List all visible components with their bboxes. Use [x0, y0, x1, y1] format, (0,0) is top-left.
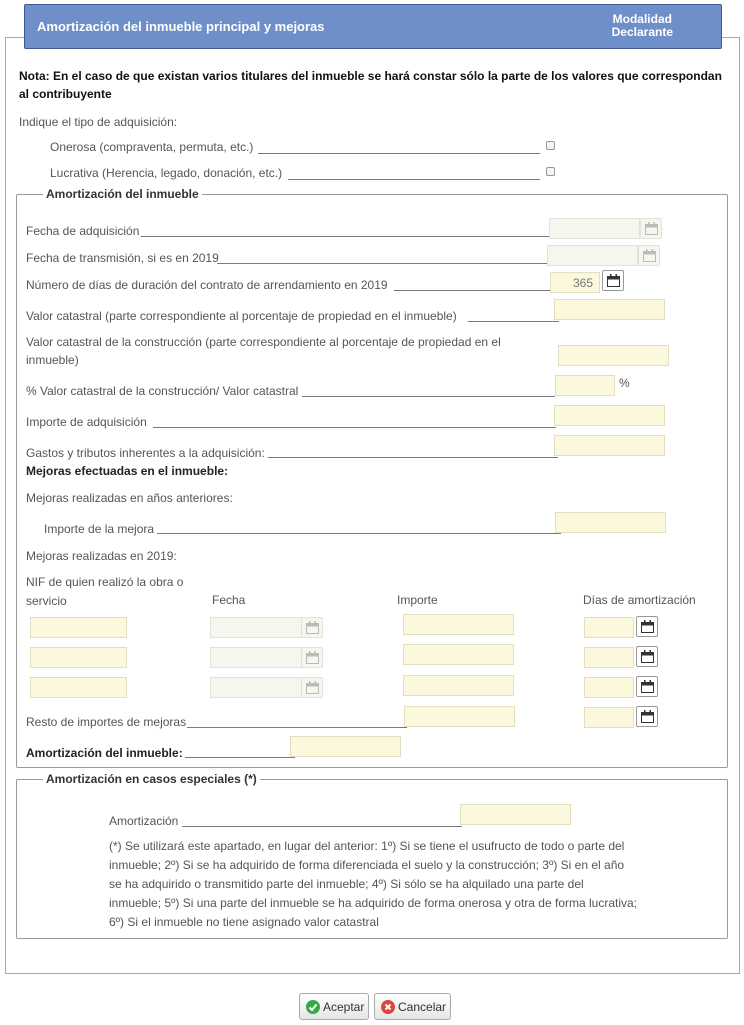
calendar-icon: [641, 710, 654, 723]
leader-line: [187, 727, 407, 728]
leader-line: [157, 533, 561, 534]
amortizacion-total-label: Amortización del inmueble:: [26, 746, 183, 760]
importe-input-3[interactable]: [403, 675, 514, 696]
fecha-transmision-calendar-button[interactable]: [638, 245, 660, 266]
pct-valor-label: % Valor catastral de la construcción/ Valor catastral: [26, 384, 299, 398]
dias-calendar-button-3[interactable]: [636, 676, 658, 697]
gastos-input[interactable]: [554, 435, 665, 456]
amortizacion-total-input[interactable]: [290, 736, 401, 757]
calendar-icon: [306, 681, 319, 694]
leader-line: [153, 427, 556, 428]
mejoras-title: Mejoras efectuadas en el inmueble:: [26, 464, 229, 478]
leader-line: [288, 179, 540, 180]
fecha-transmision-input[interactable]: [547, 245, 638, 266]
lucrativa-label: Lucrativa (Herencia, legado, donación, etc.): [50, 166, 283, 180]
aceptar-button[interactable]: [299, 993, 369, 1020]
calendar-icon: [643, 249, 656, 262]
fecha-adquisicion-input[interactable]: [549, 218, 640, 239]
dialog-header: [24, 4, 722, 49]
cancelar-label: Cancelar: [398, 1000, 447, 1014]
importe-adquisicion-label: Importe de adquisición: [26, 415, 147, 429]
leader-line: [394, 290, 550, 291]
leader-line: [258, 153, 540, 154]
mejoras-anteriores-label: Mejoras realizadas en años anteriores:: [26, 491, 233, 505]
mejoras-2019-label: Mejoras realizadas en 2019:: [26, 549, 177, 563]
nif-input-3[interactable]: [30, 677, 127, 698]
importe-input-2[interactable]: [403, 644, 514, 665]
nif-input-1[interactable]: [30, 617, 127, 638]
close-icon: [381, 1000, 395, 1014]
resto-mejoras-input[interactable]: [404, 706, 515, 727]
onerosa-checkbox[interactable]: [546, 141, 555, 150]
dias-calendar-button-1[interactable]: [636, 616, 658, 637]
check-icon: [306, 1000, 320, 1014]
note-text: Nota: En el caso de que existan varios titulares del inmueble se hará constar sólo la parte de los valores que correspondan al contribuyente: [19, 69, 722, 101]
valor-catastral-label: Valor catastral (parte correspondiente al porcentaje de propiedad en el inmueble): [26, 309, 457, 323]
calendar-icon: [641, 680, 654, 693]
fecha-calendar-button-2[interactable]: [301, 647, 323, 668]
fecha-transmision-label: Fecha de transmisión, si es en 2019: [26, 251, 219, 265]
resto-dias-input[interactable]: [584, 707, 634, 728]
num-dias-label: Número de días de duración del contrato de arrendamiento en 2019: [26, 278, 388, 292]
leader-line: [141, 236, 561, 237]
fecha-input-3[interactable]: [210, 677, 302, 698]
dias-input-1[interactable]: [584, 617, 634, 638]
nif-input-2[interactable]: [30, 647, 127, 668]
resto-mejoras-label: Resto de importes de mejoras: [26, 715, 187, 729]
percent-symbol: %: [619, 376, 630, 390]
amortizacion-especial-input[interactable]: [460, 804, 571, 825]
fecha-input-1[interactable]: [210, 617, 302, 638]
amortizacion-legend: Amortización del inmueble: [43, 187, 202, 201]
valor-catastral-input[interactable]: [554, 299, 665, 320]
num-dias-value: 365: [572, 276, 593, 290]
onerosa-label: Onerosa (compraventa, permuta, etc.): [50, 140, 254, 154]
fecha-calendar-button-1[interactable]: [301, 617, 323, 638]
leader-line: [302, 396, 555, 397]
calendar-icon: [306, 621, 319, 634]
calendar-icon: [641, 650, 654, 663]
leader-line: [268, 457, 558, 458]
num-dias-calendar-button[interactable]: [602, 270, 624, 291]
modalidad-label: Modalidad Declarante: [611, 12, 673, 39]
importe-adquisicion-input[interactable]: [554, 405, 665, 426]
calendar-icon: [645, 222, 658, 235]
pct-valor-input[interactable]: [555, 375, 615, 396]
col-fecha-header: Fecha: [212, 593, 246, 607]
dias-input-3[interactable]: [584, 677, 634, 698]
cancelar-button[interactable]: [374, 993, 451, 1020]
calendar-icon: [306, 651, 319, 664]
leader-line: [182, 826, 462, 827]
resto-dias-calendar-button[interactable]: [636, 706, 658, 727]
col-importe-header: Importe: [397, 593, 438, 607]
dialog-title: Amortización del inmueble principal y mejoras: [37, 19, 325, 34]
fecha-calendar-button-3[interactable]: [301, 677, 323, 698]
adquisicion-prompt: Indique el tipo de adquisición:: [19, 115, 178, 129]
fecha-adquisicion-calendar-button[interactable]: [640, 218, 662, 239]
importe-input-1[interactable]: [403, 614, 514, 635]
amortizacion-especial-label: Amortización: [109, 814, 179, 828]
lucrativa-checkbox[interactable]: [546, 167, 555, 176]
calendar-icon: [641, 620, 654, 633]
fecha-input-2[interactable]: [210, 647, 302, 668]
valor-construccion-label: Valor catastral de la construcción (parte correspondiente al porcentaje de propiedad en el inmueble): [26, 335, 501, 367]
valor-construccion-input[interactable]: [558, 345, 669, 366]
leader-line: [217, 263, 548, 264]
fecha-adquisicion-label: Fecha de adquisición: [26, 224, 140, 238]
importe-mejora-label: Importe de la mejora: [44, 522, 155, 536]
dias-calendar-button-2[interactable]: [636, 646, 658, 667]
calendar-icon: [607, 274, 620, 287]
dias-input-2[interactable]: [584, 647, 634, 668]
col-dias-header: Días de amortización: [583, 593, 696, 607]
col-nif-header: NIF de quien realizó la obra o servicio: [26, 575, 184, 608]
aceptar-label: Aceptar: [323, 1000, 365, 1014]
gastos-label: Gastos y tributos inherentes a la adquisición:: [26, 446, 265, 460]
num-dias-input[interactable]: [550, 272, 600, 293]
leader-line: [468, 321, 559, 322]
especiales-footnote: (*) Se utilizará este apartado, en lugar del anterior: 1º) Si se tiene el usufructo de todo o parte del inmueble; 2º) Si se ha adquirido de forma diferenciada el suelo y la construcción; 3º) Si en el año se ha adquirido o transmitido parte del inmueble; 4º) Si sólo se ha alquilado una parte del inmueble; 5º) Si una parte del inmueble se ha adquirido de forma onerosa y otra de forma lucrativa; 6º) Si el inmueble no tiene asignado valor catastral: [109, 839, 638, 929]
especiales-legend: Amortización en casos especiales (*): [43, 772, 260, 786]
importe-mejora-input[interactable]: [555, 512, 666, 533]
leader-line: [185, 757, 295, 758]
